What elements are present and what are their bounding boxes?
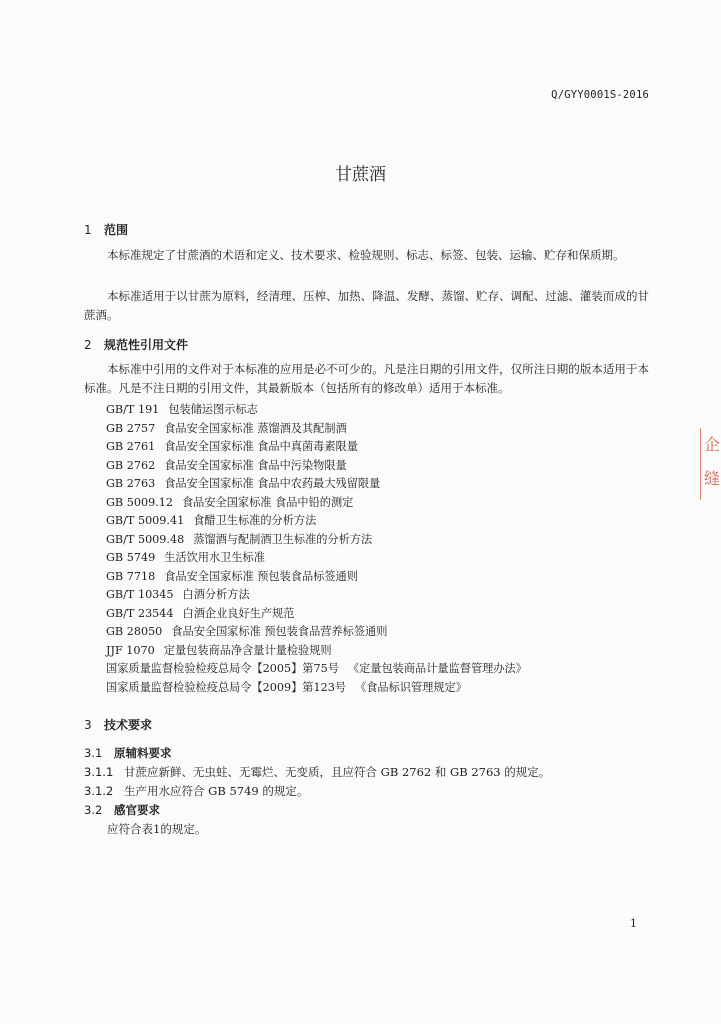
reference-title: 食品安全国家标准 食品中铅的测定 [181, 495, 354, 509]
reference-item [106, 549, 527, 568]
reference-title: 白酒分析方法 [182, 588, 250, 601]
page-number: 1 [630, 917, 637, 930]
reference-item [106, 420, 527, 439]
standard-code: Q/GYY0001S-2016 [551, 89, 649, 101]
section-heading-2 [84, 336, 188, 353]
clause-3-1-2 [84, 783, 308, 799]
reference-code: GB/T 10345 [106, 588, 174, 601]
reference-item [106, 623, 527, 642]
section-number: 2 [84, 338, 92, 352]
reference-title: 食品安全国家标准 预包装食品营养标签通则 [171, 625, 388, 638]
reference-item [106, 568, 527, 587]
reference-code: 国家质量监督检验检疫总局令【2005】第75号 [106, 662, 339, 675]
clause-3-1-1 [84, 764, 550, 780]
scope-paragraph-2: 本标准适用于以甘蔗为原料，经清理、压榨、加热、降温、发酵、蒸馏、贮存、调配、过滤、灌装而成的甘蔗酒。 [84, 289, 649, 322]
reference-code: GB/T 191 [106, 403, 160, 416]
subsection-number: 3.2 [84, 803, 103, 817]
references-intro: 本标准中引用的文件对于本标准的应用是必不可少的。凡是注日期的引用文件，仅所注日期的版本适用于本标准。凡是不注日期的引用文件，其最新版本（包括所有的修改单）适用于本标准。 [84, 362, 649, 395]
reference-title: 食醋卫生标准的分析方法 [193, 514, 317, 527]
reference-item [106, 438, 527, 457]
reference-title: 定量包装商品净含量计量检验规则 [163, 643, 332, 657]
reference-item [106, 401, 527, 420]
reference-code: GB 2763 [106, 477, 156, 490]
reference-code: GB 5749 [106, 551, 156, 564]
reference-code: GB 2757 [106, 421, 156, 435]
subsection-title: 原辅料要求 [114, 746, 172, 760]
reference-code: GB/T 5009.48 [106, 532, 185, 546]
reference-list [106, 401, 527, 697]
reference-item [106, 531, 527, 550]
reference-item [106, 494, 527, 513]
document-title: 甘蔗酒 [335, 165, 386, 185]
reference-title: 蒸馏酒与配制酒卫生标准的分析方法 [193, 532, 373, 546]
sensory-requirement-text: 应符合表1的规定。 [107, 822, 207, 836]
margin-seal-stamp [700, 428, 721, 500]
reference-code: GB 2762 [106, 458, 156, 472]
subsection-title: 感官要求 [114, 803, 160, 817]
subsection-heading-3-2 [84, 802, 160, 818]
section-title: 规范性引用文件 [104, 338, 189, 352]
reference-code: GB 7718 [106, 569, 156, 583]
section-number: 3 [84, 718, 92, 732]
reference-code: JJF 1070 [106, 643, 155, 657]
subsection-number: 3.1 [84, 746, 103, 760]
reference-title: 生活饮用水卫生标准 [164, 551, 265, 564]
reference-code: 国家质量监督检验检疫总局令【2009】第123号 [106, 680, 347, 694]
reference-title: 食品安全国家标准 食品中农药最大残留限量 [164, 477, 381, 490]
reference-title: 白酒企业良好生产规范 [182, 606, 295, 620]
reference-item [106, 586, 527, 605]
clause-text: 生产用水应符合 GB 5749 的规定。 [124, 784, 309, 798]
section-heading-1 [84, 221, 128, 238]
clause-number: 3.1.1 [84, 765, 114, 779]
reference-code: GB 5009.12 [106, 495, 173, 509]
reference-code: GB 2761 [106, 440, 156, 453]
section-title: 技术要求 [104, 718, 153, 732]
clause-number: 3.1.2 [84, 784, 114, 798]
reference-title: 包装储运图示标志 [168, 403, 258, 416]
reference-title: 食品安全国家标准 预包装食品标签通则 [164, 569, 358, 583]
stamp-char: 企 [704, 435, 721, 454]
reference-title: 食品安全国家标准 食品中污染物限量 [164, 458, 347, 472]
reference-item [106, 475, 527, 494]
clause-text: 甘蔗应新鲜、无虫蛀、无霉烂、无变质，且应符合 GB 2762 和 GB 2763 的规定。 [124, 765, 551, 779]
reference-item [106, 605, 527, 624]
scope-paragraph-1: 本标准规定了甘蔗酒的术语和定义、技术要求、检验规则、标志、标签、包装、运输、贮存和保质期。 [107, 248, 625, 262]
reference-item [106, 660, 527, 679]
reference-title: 食品安全国家标准 食品中真菌毒素限量 [164, 440, 358, 453]
reference-code: GB/T 5009.41 [106, 514, 185, 527]
reference-item [106, 512, 527, 531]
reference-item [106, 642, 527, 661]
reference-code: GB 28050 [106, 625, 163, 638]
reference-item [106, 679, 527, 698]
section-number: 1 [84, 223, 92, 237]
reference-title: 《定量包装商品计量监督管理办法》 [347, 662, 527, 675]
stamp-char: 缝 [704, 469, 721, 488]
subsection-heading-3-1 [84, 745, 172, 761]
section-title: 范围 [104, 223, 129, 237]
reference-item [106, 457, 527, 476]
reference-title: 食品安全国家标准 蒸馏酒及其配制酒 [164, 421, 347, 435]
reference-title: 《食品标识管理规定》 [355, 680, 467, 694]
section-heading-3 [84, 716, 152, 733]
reference-code: GB/T 23544 [106, 606, 174, 620]
